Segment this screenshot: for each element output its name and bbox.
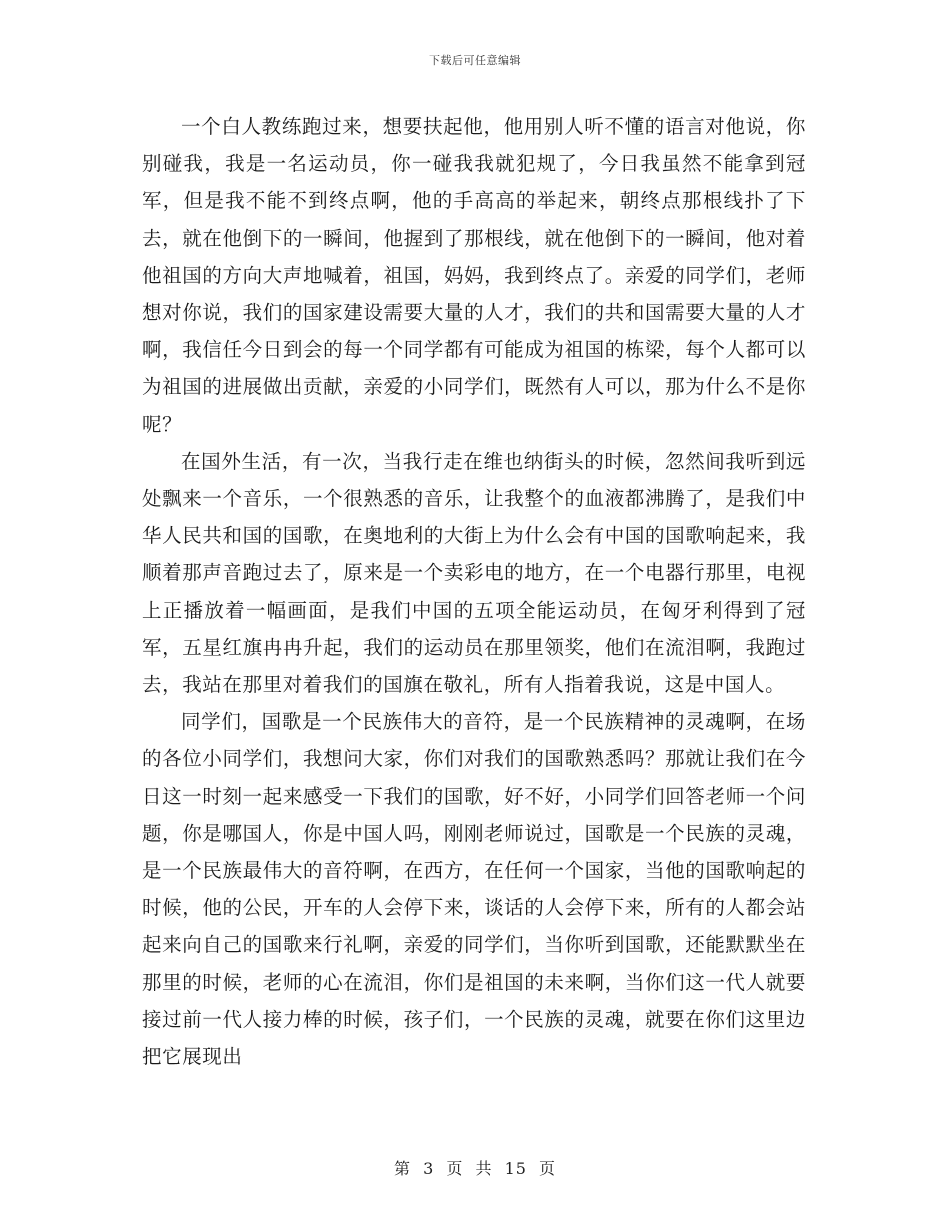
footer-prefix: 第 <box>393 1159 411 1178</box>
paragraph-3: 同学们，国歌是一个民族伟大的音符，是一个民族精神的灵魂啊，在场的各位小同学们，我想问大家，你们对我们的国歌熟悉吗？那就让我们在今日这一时刻一起来感受一下我们的国歌，好不好，小同学们回答老师一个问题，你是哪国人，你是中国人吗，刚刚老师说过，国歌是一个民族的灵魂，是一个民族最伟大的音符啊，在西方，在任何一个国家，当他的国歌响起的时候，他的公民，开车的人会停下来，谈话的人会停下来，所有的人都会站起来向自己的国歌来行礼啊，亲爱的同学们，当你听到国歌，还能默默坐在那里的时候，老师的心在流泪，你们是祖国的未来啊，当你们这一代人就要接过前一代人接力棒的时候，孩子们，一个民族的灵魂，就要在你们这里边把它展现出 <box>142 710 806 1069</box>
document-body <box>142 108 806 1075</box>
paragraph-1: 一个白人教练跑过来，想要扶起他，他用别人听不懂的语言对他说，你别碰我，我是一名运动员，你一碰我我就犯规了，今日我虽然不能拿到冠军，但是我不能不到终点啊，他的手高高的举起来，朝终点那根线扑了下去，就在他倒下的一瞬间，他握到了那根线，就在他倒下的一瞬间，他对着他祖国的方向大声地喊着，祖国，妈妈，我到终点了。亲爱的同学们，老师想对你说，我们的国家建设需要大量的人才，我们的共和国需要大量的人才啊，我信任今日到会的每一个同学都有可能成为祖国的栋梁，每个人都可以为祖国的进展做出贡献，亲爱的小同学们，既然有人可以，那为什么不是你呢？ <box>142 115 806 436</box>
page-header: 下载后可任意编辑 <box>429 54 521 67</box>
page-footer <box>0 1156 950 1179</box>
footer-total-unit: 页 <box>539 1159 557 1178</box>
footer-total-pages: 15 <box>504 1159 527 1178</box>
paragraph-2: 在国外生活，有一次，当我行走在维也纳街头的时候，忽然间我听到远处飘来一个音乐，一个很熟悉的音乐，让我整个的血液都沸腾了，是我们中华人民共和国的国歌，在奥地利的大街上为什么会有中国的国歌响起来，我顺着那声音跑过去了，原来是一个卖彩电的地方，在一个电器行那里，电视上正播放着一幅画面，是我们中国的五项全能运动员，在匈牙利得到了冠军，五星红旗冉冉升起，我们的运动员在那里领奖，他们在流泪啊，我跑过去，我站在那里对着我们的国旗在敬礼，所有人指着我说，这是中国人。 <box>142 449 806 697</box>
footer-page-number: 3 <box>423 1159 435 1178</box>
footer-total-prefix: 共 <box>475 1159 493 1178</box>
footer-page-unit: 页 <box>446 1159 464 1178</box>
